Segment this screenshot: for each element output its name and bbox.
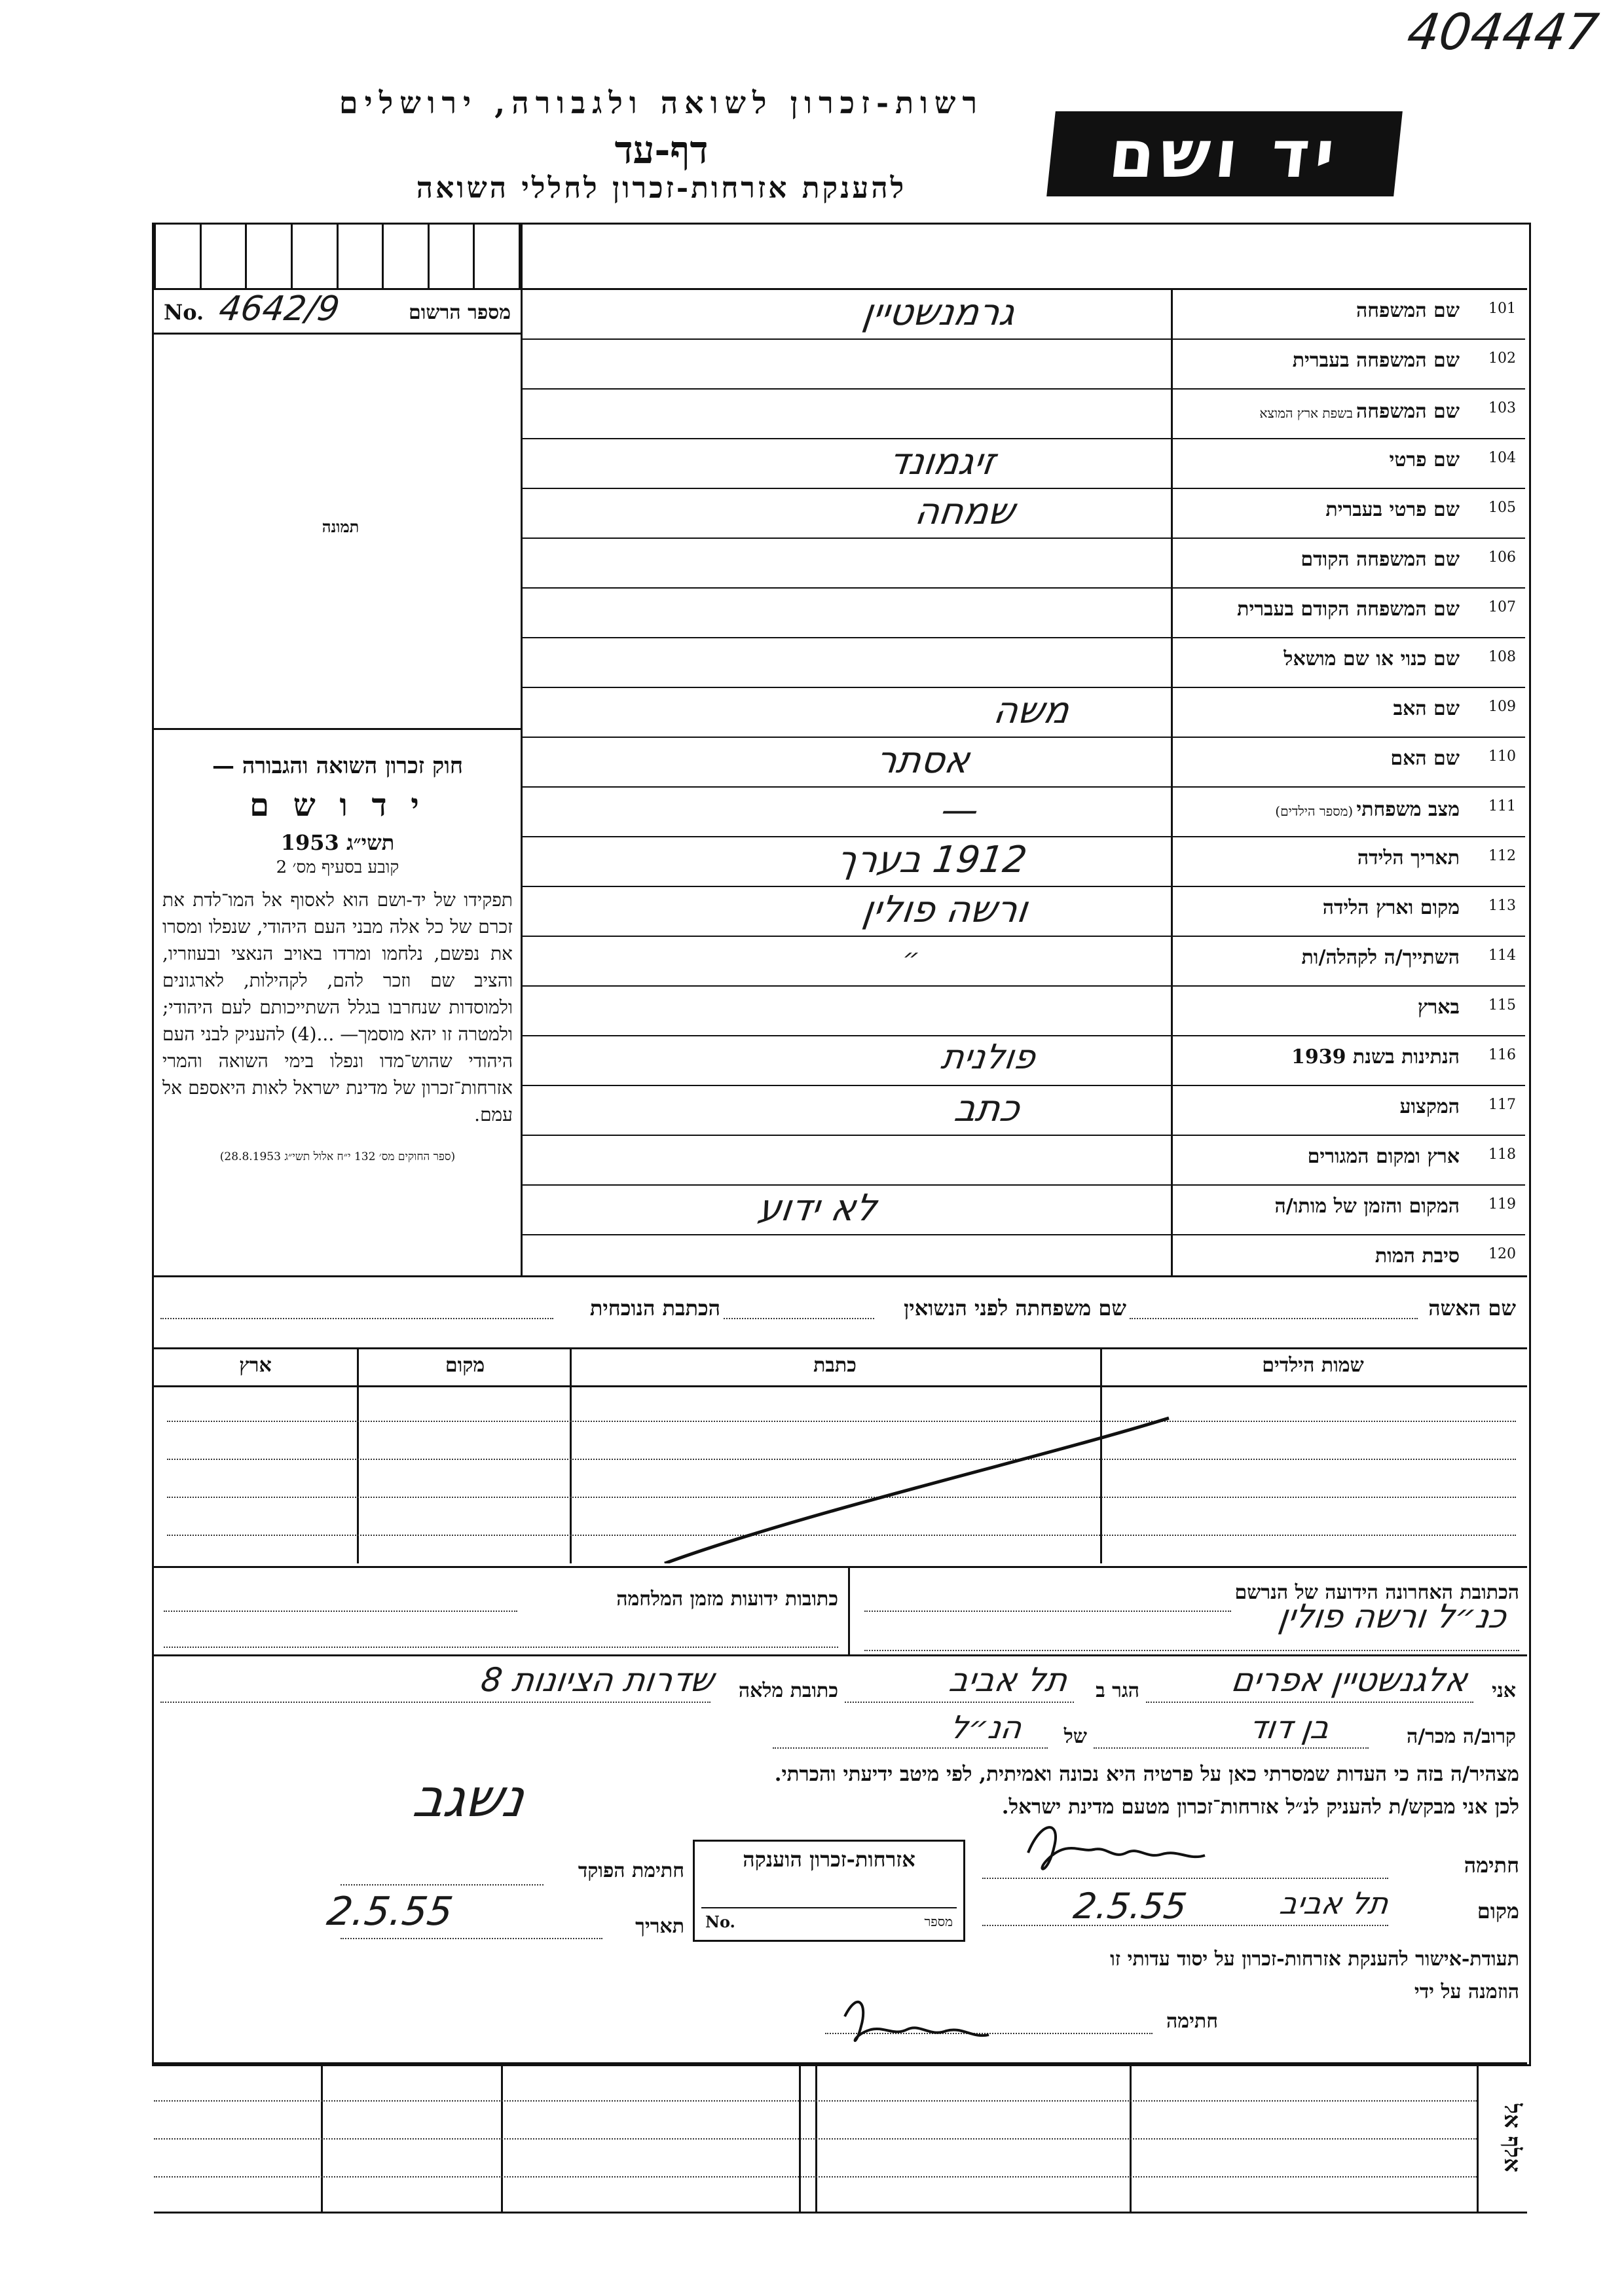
grid-col — [321, 2062, 323, 2213]
grid-bottom — [154, 2212, 1527, 2214]
of-line — [773, 1747, 1048, 1749]
logo-text: יד ושם — [1105, 115, 1344, 192]
org-line: רשות-זכרון לשואה ולגבורה, ירושלים — [339, 85, 984, 120]
of-value: הנ״ל — [948, 1709, 1024, 1746]
field-row-103 — [523, 390, 1525, 439]
children-names-header: שמות הילדים — [1262, 1354, 1364, 1377]
doc-title: דף-עד — [614, 128, 709, 172]
field-num: 106 — [1488, 549, 1516, 566]
officer-date-line — [341, 1938, 602, 1939]
war-address-line2 — [164, 1647, 838, 1648]
grid-col — [501, 2062, 503, 2213]
law-section: קובע בסעיף מס׳ 2 — [276, 858, 399, 877]
field-label — [1275, 798, 1460, 821]
declarant-name-line — [1146, 1702, 1473, 1703]
field-num: 111 — [1488, 798, 1516, 814]
field-row-118 — [523, 1136, 1525, 1186]
field-row-113 — [523, 887, 1525, 937]
certificate-line-2: הוזמנה על ידי — [1414, 1980, 1519, 2003]
field-label: המקצוע — [1399, 1095, 1460, 1118]
law-text: תפקידו של יד-ושם הוא לאסוף אל המו־לדת את זכרם של כל אלה מבני העם היהודי, שנפלו ומסרו את נפשם, נלחמו ומרדו באויב הנאצי ובעוזריו, והציב שם וזכר להם, לקהילות, לארגונים ולמוסדות שנחרבו בגלל השתייכותם לעם היהודי; ולמטרה זו יהא מוסמך— ...(4) להעניק לבני העם היהודי שהוש־מדו ונפלו בימי השואה והמרי אזרחות־זכרון של מדינת ישראל לאות היאספם אל עמם. — [162, 889, 513, 1125]
place-label: מקום — [1477, 1899, 1519, 1923]
fields-table — [523, 290, 1525, 1284]
photo-divider — [154, 728, 521, 730]
declarant-signature — [1022, 1813, 1270, 1886]
field-value: אסתר — [873, 739, 972, 782]
last-address-label: הכתובת האחרונה הידועה של הנרשם — [1234, 1581, 1519, 1604]
field-value: כתב — [951, 1087, 1023, 1130]
field-value: גרמנשטיין — [860, 291, 1018, 334]
field-label: שם המשפחה — [1356, 299, 1460, 322]
place-value: תל אביב — [1277, 1886, 1391, 1921]
field-label-note: (מספר הילדים) — [1275, 803, 1354, 819]
grid-row-line — [154, 2100, 1477, 2102]
field-label: בארץ — [1417, 996, 1460, 1019]
address-bottom-line — [154, 1654, 1527, 1656]
field-num: 104 — [1488, 450, 1516, 466]
field-num: 117 — [1488, 1097, 1516, 1113]
officer-label: חתימת הפוקד — [578, 1859, 684, 1882]
field-row-117 — [523, 1086, 1525, 1136]
field-value: פולנית — [938, 1038, 1039, 1077]
field-num: 112 — [1488, 848, 1516, 864]
field-row-106 — [523, 539, 1525, 589]
field-row-102 — [523, 340, 1525, 390]
field-label-text: שם המשפחה — [1356, 400, 1460, 423]
officer-signature: נשגב — [409, 1768, 528, 1829]
box-number-row — [701, 1907, 957, 1935]
field-label: מקום וארץ הלידה — [1322, 896, 1460, 919]
of-label: של — [1063, 1725, 1087, 1748]
subtitle: להענקת אזרחות-זכרון לחללי השואה — [416, 172, 907, 205]
field-label: השתייך/ה לקהלה/ות — [1301, 946, 1460, 969]
declaration-line-2: לכן אני מבקש/ת להעניק לנ״ל אזרחות־זכרון מטעם מדינת ישראל. — [1001, 1795, 1519, 1819]
field-row-108 — [523, 638, 1525, 688]
field-label: שם כנוי או שם מושאל — [1283, 647, 1460, 670]
grid-row-line — [154, 2176, 1477, 2178]
field-row-107 — [523, 589, 1525, 638]
field-value: — — [938, 789, 982, 831]
field-num: 109 — [1488, 699, 1516, 715]
field-value: שמחה — [912, 490, 1018, 533]
field-label: שם האב — [1393, 697, 1460, 720]
wife-line — [160, 1293, 1519, 1326]
address-line — [160, 1702, 710, 1703]
certificate-signature-label: חתימה — [1166, 2010, 1218, 2033]
field-label: הנתינות בשנת 1939 — [1291, 1046, 1460, 1068]
i-label: אני — [1492, 1679, 1516, 1702]
field-num: 119 — [1488, 1196, 1516, 1212]
field-label: שם המשפחה בעברית — [1292, 349, 1460, 372]
field-num: 113 — [1488, 898, 1516, 914]
declarant-row-1 — [160, 1661, 1519, 1712]
field-value: ״ — [900, 943, 922, 974]
children-bottom-line — [154, 1566, 1527, 1568]
reg-no-prefix: No. — [164, 300, 204, 325]
reg-divider — [154, 333, 521, 335]
field-label — [1259, 400, 1460, 423]
law-title: חוק זכרון השואה והגבורה — — [212, 753, 464, 779]
declaration-line-1: מצהיר/ה בזה כי העדות שמסרתי כאן על פרטיה היא נכונה ואמיתית, לפי מיטב ידיעתי והכרתי. — [774, 1762, 1519, 1786]
field-label: שם פרטי בעברית — [1325, 498, 1460, 521]
field-label: שם המשפחה הקודם בעברית — [1237, 598, 1460, 621]
grid-top — [154, 2062, 1527, 2064]
field-value: ורשה פולין — [860, 888, 1031, 931]
children-address-header: כתבת — [813, 1354, 857, 1377]
field-num: 120 — [1488, 1246, 1516, 1262]
field-label: סיבת המות — [1375, 1245, 1460, 1267]
logo-block — [1046, 111, 1403, 196]
field-row-112 — [523, 837, 1525, 887]
field-num: 110 — [1488, 748, 1516, 765]
field-value: זיגמונד — [886, 441, 998, 483]
corner-number: 404447 — [1403, 3, 1602, 61]
address-label: כתובת מלאה — [738, 1679, 838, 1702]
field-num: 103 — [1488, 400, 1516, 416]
children-table — [154, 1347, 1527, 1563]
field-label: שם פרטי — [1389, 448, 1460, 471]
date-value-left: 2.5.55 — [1071, 1886, 1190, 1927]
law-footnote: (ספר החוקים מס׳ 132 י״ח אלול תשי״ג 28.8.1953) — [219, 1150, 456, 1163]
field-num: 114 — [1488, 947, 1516, 964]
reg-label: מספר הרשום — [409, 301, 511, 324]
reg-number-value: 4642/9 — [216, 289, 342, 329]
field-num: 115 — [1488, 997, 1516, 1013]
field-num: 118 — [1488, 1146, 1516, 1163]
field-value: לא ידוע — [755, 1187, 880, 1230]
children-country-header: ארץ — [239, 1354, 272, 1377]
bottom-stamp: אלף אל — [1499, 2103, 1525, 2172]
box-title: אזרחות-זכרון הוענקה — [743, 1847, 915, 1872]
field-num: 108 — [1488, 649, 1516, 665]
law-box — [162, 753, 513, 1163]
officer-date: 2.5.55 — [324, 1889, 456, 1935]
field-value: משה — [991, 689, 1072, 732]
relative-value: בן דוד — [1247, 1709, 1332, 1746]
last-address-line2 — [864, 1650, 1519, 1651]
address-divider — [848, 1568, 850, 1654]
field-label: שם המשפחה הקודם — [1301, 548, 1460, 571]
field-row-119 — [523, 1186, 1525, 1235]
certificate-signature — [832, 1990, 1002, 2062]
children-cross-out-line — [154, 1347, 1527, 1563]
field-row-101 — [523, 290, 1525, 340]
field-num: 116 — [1488, 1047, 1516, 1063]
address-value: שדרות הציונות 8 — [479, 1661, 717, 1699]
maiden-name-label: שם משפחתה לפני הנשואין — [904, 1296, 1126, 1321]
certificate-line-1: תעודת-אישור להענקת אזרחות-זכרון על יסוד עדותי זו — [1110, 1948, 1519, 1971]
grid-col — [799, 2062, 801, 2213]
signature-label: חתימה — [1464, 1853, 1519, 1878]
declarant-row-2 — [160, 1709, 1519, 1758]
bottom-grid — [154, 2062, 1527, 2213]
current-address-label: הכתבת הנוכחית — [589, 1296, 720, 1321]
fields-bottom-line — [154, 1275, 1527, 1277]
field-label: ארץ ומקום המגורים — [1307, 1145, 1460, 1168]
lives-label: הגר ב — [1096, 1679, 1139, 1702]
code-boxes — [154, 225, 521, 290]
field-label: שם האם — [1390, 747, 1460, 770]
relative-label: קרוב/ה מכר/ה — [1407, 1725, 1516, 1748]
citizenship-box — [693, 1840, 965, 1942]
war-address-line — [164, 1611, 517, 1612]
wife-name-label: שם האשה — [1428, 1296, 1516, 1321]
declarant-name-value: אלגנשטיין אפרים — [1228, 1661, 1470, 1699]
lives-value: תל אביב — [947, 1661, 1071, 1699]
grid-row-line — [154, 2138, 1477, 2140]
field-row-105 — [523, 489, 1525, 539]
field-row-104 — [523, 439, 1525, 489]
field-row-115 — [523, 987, 1525, 1036]
war-address-label: כתובות ידועות מזמן המלחמה — [616, 1588, 838, 1611]
officer-line — [341, 1884, 544, 1886]
field-label-note: בשפת ארץ המוצא — [1259, 405, 1353, 421]
field-num: 101 — [1488, 301, 1516, 317]
field-row-114 — [523, 937, 1525, 987]
wife-name-line — [1130, 1318, 1418, 1319]
box-number-label: מספר — [924, 1914, 953, 1929]
lives-line — [845, 1702, 1074, 1703]
children-place-header: מקום — [445, 1354, 485, 1377]
field-label-text: מצב משפחתי — [1356, 798, 1460, 821]
field-label: המקום והזמן של מותו/ה — [1274, 1195, 1460, 1218]
place-line — [982, 1925, 1388, 1926]
field-row-116 — [523, 1036, 1525, 1086]
date-label: תאריך — [635, 1915, 684, 1938]
law-year: תשי״ג 1953 — [280, 830, 395, 855]
registration-row — [157, 289, 517, 333]
law-name: י ד ו ש ם — [249, 787, 426, 824]
maiden-name-line — [724, 1318, 874, 1319]
field-value: 1912 בערך — [834, 839, 1030, 881]
field-row-110 — [523, 738, 1525, 788]
grid-col — [815, 2062, 817, 2213]
last-address-value: כנ״ל ורשה פולין — [1276, 1597, 1509, 1635]
relative-line — [1094, 1747, 1369, 1749]
box-no-prefix: No. — [705, 1912, 735, 1931]
grid-col — [1477, 2062, 1479, 2213]
field-row-109 — [523, 688, 1525, 738]
field-row-111 — [523, 788, 1525, 837]
field-num: 102 — [1488, 350, 1516, 367]
current-address-line — [160, 1318, 553, 1319]
photo-label: תמונה — [322, 517, 360, 536]
grid-col — [1130, 2062, 1132, 2213]
field-num: 107 — [1488, 599, 1516, 615]
field-num: 105 — [1488, 500, 1516, 516]
field-label: תאריך הלידה — [1357, 847, 1460, 869]
